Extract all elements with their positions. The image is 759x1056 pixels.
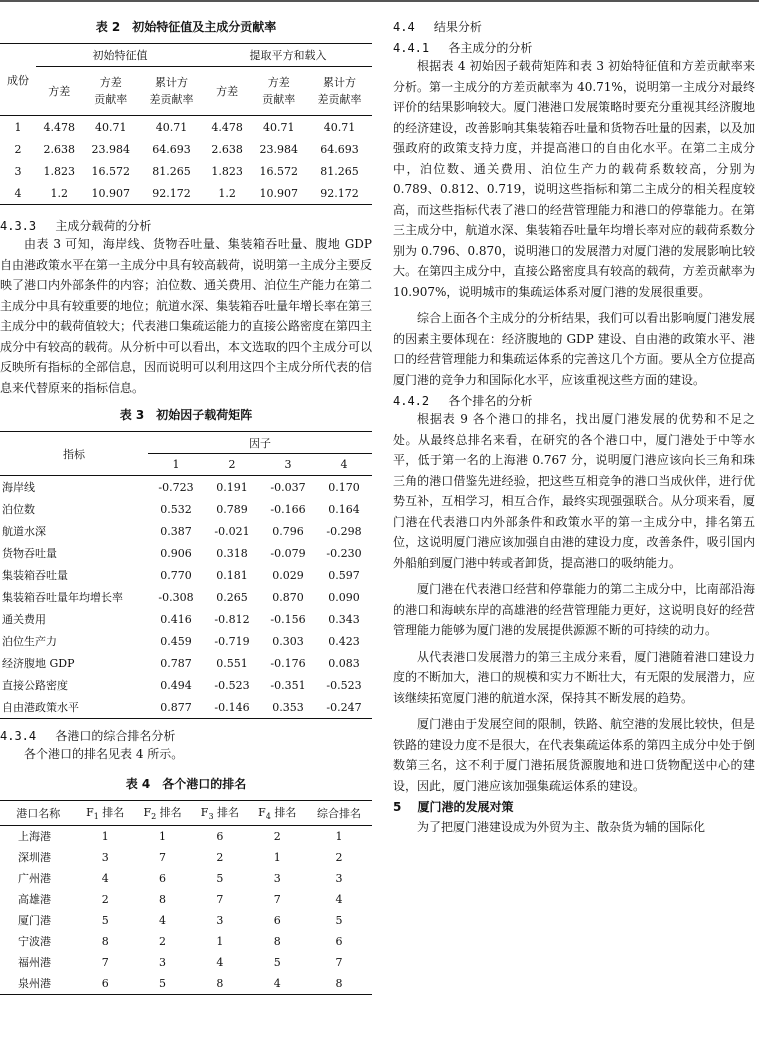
table2-header-group-extracted: 提取平方和载入 [204, 44, 372, 67]
section-title: 各主成分的分析 [448, 41, 533, 55]
table3-value-cell: 0.877 [160, 700, 192, 714]
section-number: 4.3.4 [0, 729, 37, 743]
table-row [0, 608, 372, 630]
table3-value-cell: 0.303 [272, 634, 304, 648]
table3-factor-header: 3 [284, 458, 292, 471]
table3-value-cell: -0.723 [158, 480, 194, 494]
table3-header-indicator: 指标 [63, 447, 85, 461]
table4-rank-cell: 4 [273, 976, 281, 990]
table4-rank-cell: 3 [216, 913, 224, 927]
table2-cell: 1.823 [211, 164, 243, 178]
table3-value-cell: 0.387 [160, 524, 192, 538]
table4-header-subscript: 1 [93, 812, 99, 822]
section-4-4-heading [393, 18, 755, 35]
table4-header-suffix: 排名 [98, 805, 125, 819]
table3-indicator-cell: 集装箱吞吐量 [2, 569, 68, 582]
table2-cell: 64.693 [152, 142, 191, 156]
table-row [0, 542, 372, 564]
table-row [0, 116, 372, 139]
table4-port-cell: 福州港 [18, 956, 51, 969]
table2-cell: 40.71 [262, 120, 295, 134]
table-row [0, 973, 372, 995]
table4-port-cell: 上海港 [18, 830, 51, 843]
table3-value-cell: -0.079 [270, 546, 306, 560]
table4-rank-cell: 1 [216, 934, 224, 948]
table4-rank-cell: 8 [101, 934, 109, 948]
table3-value-cell: 0.459 [160, 634, 192, 648]
table2-cell: 81.265 [320, 164, 359, 178]
table4-rank-cell: 5 [159, 976, 167, 990]
table2-subheader: 累计方 差贡献率 [307, 67, 372, 116]
table2-cell: 1.823 [43, 164, 75, 178]
table3-value-cell: -0.247 [326, 700, 362, 714]
table3-factor-header: 2 [228, 458, 236, 471]
table3-header-factor: 因子 [148, 432, 372, 454]
table-row [0, 498, 372, 520]
table2-subheader: 累计方 差贡献率 [139, 67, 204, 116]
table-row [0, 868, 372, 889]
table3-value-cell: -0.523 [214, 678, 250, 692]
table4-rank-cell: 3 [159, 955, 167, 969]
table3-value-cell: -0.719 [214, 634, 250, 648]
table4-rank-cell: 7 [273, 892, 281, 906]
table3-indicator-cell: 航道水深 [2, 525, 46, 538]
header-rule [0, 0, 759, 2]
table2-cell: 2 [14, 142, 22, 156]
table3-value-cell: 0.597 [328, 568, 360, 582]
table4-header-text: F [86, 805, 94, 819]
table3-value-cell: -0.523 [326, 678, 362, 692]
table-row [0, 182, 372, 205]
section-4-4-2-paragraph-3: 从代表港口发展潜力的第三主成分来看，厦门港随着港口建设力度的不断加大，港口的规模和实力不断壮大，有无限的发展潜力，应该继续拓宽厦门港的航道水深，保持其不断发展的趋势。 [393, 649, 755, 705]
table4-port-cell: 厦门港 [18, 914, 51, 927]
table4-rank-cell: 6 [335, 934, 343, 948]
table2-cell: 10.907 [91, 186, 131, 200]
table4-rank-cell: 2 [159, 934, 167, 948]
table4-header [191, 800, 248, 825]
table3-value-cell: -0.351 [270, 678, 306, 692]
table4-rank-cell: 2 [216, 850, 224, 864]
section-4-3-4-heading [0, 727, 372, 744]
table4-rank-cell: 2 [273, 829, 281, 843]
section-4-4-2-paragraph-1: 根据表 9 各个港口的排名，找出厦门港发展的优势和不足之处。从最终总排名来看，在研究的各个港口中，厦门港处于中等水平，低于第一名的上海港 0.767 分，说明厦门港应该向长三角和珠三角的港口借鉴先进经验，把这些互相竞争的港口当成伙伴，进行优势互补，互相学习，相互合作，最终实现强强联合。从分项来看，厦门港在代表港口内外部条件和政策水平的第一主成分中，排名第五位，这说明厦门港应该加强自由港的建设力度，改善条件，吸引国内外船舶到厦门港中转或者卸货，提高港口的吸纳能力。 [393, 412, 755, 570]
table2-cell: 40.71 [323, 120, 356, 134]
table3-value-cell: 0.181 [216, 568, 248, 582]
section-4-3-3-heading [0, 217, 372, 234]
table-row [0, 138, 372, 160]
table4-port-cell: 广州港 [18, 872, 51, 885]
table4-rank-cell: 7 [335, 955, 343, 969]
table3-value-cell: 0.170 [328, 480, 360, 494]
table3-indicator-cell: 泊位数 [2, 503, 35, 516]
table-row [0, 825, 372, 847]
table3-indicator-cell: 海岸线 [2, 481, 35, 494]
table4-rank-cell: 6 [159, 871, 167, 885]
table-row [0, 630, 372, 652]
table2-cell: 4 [14, 186, 22, 200]
table3-value-cell: 0.090 [328, 590, 360, 604]
table3-value-cell: -0.176 [270, 656, 306, 670]
table4-header-text: 港口名称 [16, 806, 61, 820]
table-row [0, 952, 372, 973]
table3-value-cell: 0.343 [328, 612, 360, 626]
table4-header-text: F [143, 805, 152, 819]
table3-value-cell: 0.083 [328, 656, 360, 670]
table-row [0, 931, 372, 952]
table3-indicator-cell: 货物吞吐量 [2, 547, 57, 560]
table4-rank-cell: 5 [101, 913, 109, 927]
table3-indicator-cell: 经济腹地 GDP [2, 657, 75, 670]
table3-value-cell: 0.029 [272, 568, 304, 582]
section-title: 主成分载荷的分析 [55, 219, 152, 233]
table3-indicator-cell: 自由港政策水平 [2, 701, 79, 714]
table2-subheader: 方差 [204, 67, 250, 116]
table3-value-cell: -0.230 [326, 546, 362, 560]
table4-rank-cell: 7 [159, 850, 167, 864]
table4-rank-cell: 5 [335, 913, 343, 927]
table3-value-cell: 0.416 [160, 612, 192, 626]
table4-header-subscript: 4 [265, 812, 271, 822]
table-row [0, 160, 372, 182]
table4-rank-cell: 1 [335, 829, 343, 843]
section-4-4-1-paragraph-1: 根据表 4 初始因子载荷矩阵和表 3 初始特征值和方差贡献率来分析。第一主成分的方差贡献率为 40.71%，说明第一主成分对最终评价的结果影响较大。厦门港港口发展策略时要充分重视其经济腹地的经济建设，改善影响其集装箱吞吐量和货物吞吐量的因素，以及加强政府的政策支持力度，并提高港口的自由化水平。在第二主成分中，泊位数、通关费用、泊位生产力的载荷系数较高，分别为 0.789、0.812、0.719，说明这些指标和第二主成分的相关程度较高，而这些指标代表了港口的经营管理能力和港口的停靠能力。在第三主成分中，航道水深、集装箱吞吐量年均增长率对应的载荷系数分别为 0.796、0.870，说明港口的发展潜力对厦门港的发展影响比较大。在第四主成分中，直接公路密度具有较高的载荷，方差贡献率为 10.907%，说明城市的集疏运体系对厦门港的发展很重要。 [393, 59, 755, 299]
table3-value-cell: 0.164 [328, 502, 360, 516]
table4-rank-cell: 4 [159, 913, 167, 927]
table2-cell: 1 [14, 120, 22, 134]
table4-rank-cell: 5 [273, 955, 281, 969]
table-row [0, 910, 372, 931]
table4-rank-cell: 3 [273, 871, 281, 885]
table4-rank-cell: 1 [273, 850, 281, 864]
table2-cell: 40.71 [155, 120, 188, 134]
section-4-4-1-paragraph-2: 综合上面各个主成分的分析结果，我们可以看出影响厦门港发展的因素主要体现在：经济腹地的 GDP 建设、自由港的政策水平、港口的经营管理能力和集疏运体系的完善这几个方面。要从全方位提高厦门港的竞争力和国际化水平，应该重视这些方面的建设。 [393, 311, 755, 387]
table3-factor-header: 4 [340, 458, 348, 471]
table3-indicator-cell: 通关费用 [2, 613, 46, 626]
table-row [0, 889, 372, 910]
table3-value-cell: 0.191 [216, 480, 248, 494]
table4-rank-cell: 2 [335, 850, 343, 864]
table3-value-cell: 0.906 [160, 546, 192, 560]
table2-cell: 16.572 [91, 164, 131, 178]
table4-port-cell: 宁波港 [18, 935, 51, 948]
table2-cell: 81.265 [152, 164, 191, 178]
table3 [0, 431, 372, 719]
table4-header-subscript: 3 [208, 812, 214, 822]
table3-value-cell: -0.308 [158, 590, 194, 604]
table3-value-cell: -0.156 [270, 612, 306, 626]
section-title: 各港口的综合排名分析 [55, 729, 176, 743]
table3-value-cell: 0.353 [272, 700, 304, 714]
section-number: 4.4.1 [393, 41, 430, 55]
table3-value-cell: -0.146 [214, 700, 250, 714]
table3-value-cell: -0.021 [214, 524, 250, 538]
table3-indicator-cell: 集装箱吞吐量年均增长率 [2, 591, 123, 604]
section-4-3-3-paragraph: 由表 3 可知，海岸线、货物吞吐量、集装箱吞吐量、腹地 GDP 自由港政策水平在第一主成分中具有较高载荷，说明第一主成分主要反映了港口内外部条件的内容；泊位数、通关费用、泊位生产能力在第二主成分中具有较重要的地位；航道水深、集装箱吞吐量年增长率在第三主成分中的载荷值较大；代表港口集疏运能力的直接公路密度在第四主成分中有较高的载荷。从分析中可以看出，本文选取的四个主成分可以反映所有指标的全部信息，因而说明可以利用这四个主成分所代表的信息来代替原来的指标信息。 [0, 237, 373, 395]
table3-value-cell: 0.770 [160, 568, 192, 582]
table4-rank-cell: 5 [216, 871, 224, 885]
section-4-4-2-paragraph-2: 厦门港在代表港口经营和停靠能力的第二主成分中，比南部沿海的港口和海峡东岸的高雄港的经营管理能力更好，这说明良好的经营管理能力能够为厦门港的发展提供源源不断的可持续的动力。 [393, 582, 755, 637]
section-number: 5 [393, 800, 402, 814]
section-number: 4.3.3 [0, 219, 37, 233]
section-5-paragraph: 为了把厦门港建设成为外贸为主、散杂货为辅的国际化 [417, 820, 706, 834]
section-4-4-2-paragraph-4: 厦门港由于发展空间的限制，铁路、航空港的发展比较快，但是铁路的建设力度不是很大，在代表集疏运体系的第四主成分中处于倒数第三名，这不利于厦门港拓展货源腹地和进口货物配送中心的建设，因此，厦门港应该加强集疏运体系的建设。 [393, 717, 755, 793]
table-row [0, 520, 372, 542]
table3-value-cell: 0.787 [160, 656, 192, 670]
table3-value-cell: 0.789 [216, 502, 248, 516]
section-4-4-2-heading [393, 392, 755, 409]
table4-header-subscript: 2 [151, 812, 157, 822]
table2-cell: 2.638 [211, 142, 243, 156]
table4-header-suffix: 排名 [156, 805, 182, 819]
table2-cell: 23.984 [91, 142, 131, 156]
table3-value-cell: -0.037 [270, 480, 306, 494]
table2-cell: 4.478 [43, 120, 75, 134]
table2-cell: 10.907 [259, 186, 298, 200]
section-4-4-1-heading [393, 39, 755, 56]
table2-subheader: 方差 贡献率 [250, 67, 307, 116]
table-row [0, 652, 372, 674]
table4-rank-cell: 3 [101, 850, 109, 864]
table4-port-cell: 深圳港 [18, 851, 51, 864]
table4-rank-cell: 6 [101, 976, 109, 990]
table4-header [134, 800, 191, 825]
section-title: 厦门港的发展对策 [417, 800, 514, 814]
section-4-3-4-paragraph: 各个港口的排名见表 4 所示。 [24, 747, 184, 761]
table2-cell: 2.638 [43, 142, 75, 156]
table3-caption: 表 3 初始因子载荷矩阵 [119, 408, 253, 422]
table4-header [249, 800, 306, 825]
table2-cell: 1.2 [218, 186, 236, 200]
table3-factor-header: 1 [172, 458, 180, 471]
table2-cell: 23.984 [259, 142, 298, 156]
section-title: 各个排名的分析 [448, 394, 533, 408]
table4-header [306, 800, 372, 825]
table3-value-cell: -0.812 [214, 612, 250, 626]
table4-header-text: 综合排名 [316, 806, 361, 820]
table-row [0, 476, 372, 499]
table4-rank-cell: 4 [216, 955, 224, 969]
table2-cell: 1.2 [50, 186, 68, 200]
table4-rank-cell: 6 [273, 913, 281, 927]
section-number: 4.4 [393, 20, 415, 34]
table4-rank-cell: 6 [216, 829, 224, 843]
table4-rank-cell: 1 [101, 829, 109, 843]
table2-cell: 64.693 [320, 142, 359, 156]
table3-value-cell: 0.423 [328, 634, 360, 648]
table4-header-text: F [200, 805, 209, 819]
table3-value-cell: 0.532 [160, 502, 192, 516]
table3-indicator-cell: 泊位生产力 [2, 635, 57, 648]
table2-subheader: 方差 贡献率 [82, 67, 139, 116]
table3-value-cell: 0.318 [216, 546, 248, 560]
table-row [0, 696, 372, 719]
table3-value-cell: -0.298 [326, 524, 362, 538]
table4-header [0, 800, 77, 825]
table4-caption: 表 4 各个港口的排名 [125, 776, 247, 791]
table-row [0, 674, 372, 696]
table2-cell: 4.478 [211, 120, 243, 134]
table4-rank-cell: 7 [216, 892, 224, 906]
table4-rank-cell: 8 [335, 976, 343, 990]
table4-rank-cell: 2 [101, 892, 109, 906]
table4-rank-cell: 8 [273, 934, 281, 948]
table3-value-cell: -0.166 [270, 502, 306, 516]
table2-header-component: 成份 [0, 44, 36, 116]
table3-value-cell: 0.551 [216, 656, 248, 670]
table-row [0, 586, 372, 608]
table2 [0, 43, 372, 205]
table4-rank-cell: 8 [159, 892, 167, 906]
table4-rank-cell: 4 [101, 871, 109, 885]
table4-header [77, 800, 134, 825]
table4-rank-cell: 4 [335, 892, 343, 906]
table3-value-cell: 0.870 [272, 590, 304, 604]
table3-value-cell: 0.265 [216, 590, 248, 604]
table2-subheader: 方差 [36, 67, 82, 116]
table-row [0, 564, 372, 586]
table4-header-text: F [258, 805, 266, 819]
table4-header-suffix: 排名 [213, 805, 240, 819]
table2-caption: 表 2 初始特征值及主成分贡献率 [95, 20, 277, 34]
table-row [0, 847, 372, 868]
table2-header-group-initial: 初始特征值 [36, 44, 204, 67]
section-title: 结果分析 [433, 20, 482, 34]
table2-cell: 92.172 [152, 186, 191, 200]
section-5-heading [393, 798, 755, 815]
left-column [0, 18, 372, 995]
table4 [0, 800, 372, 995]
table2-cell: 16.572 [259, 164, 298, 178]
table2-cell: 92.172 [320, 186, 359, 200]
table3-indicator-cell: 直接公路密度 [2, 679, 68, 692]
table4-port-cell: 高雄港 [18, 893, 51, 906]
table4-rank-cell: 1 [159, 829, 167, 843]
table4-rank-cell: 8 [216, 976, 224, 990]
table2-cell: 3 [14, 164, 22, 178]
table4-rank-cell: 7 [101, 955, 109, 969]
table4-port-cell: 泉州港 [18, 977, 51, 990]
table3-value-cell: 0.796 [272, 524, 304, 538]
table3-value-cell: 0.494 [160, 678, 192, 692]
table2-cell: 40.71 [95, 120, 127, 134]
table4-rank-cell: 3 [335, 871, 343, 885]
section-number: 4.4.2 [393, 394, 430, 408]
table4-header-suffix: 排名 [270, 805, 297, 819]
right-column [393, 18, 755, 838]
